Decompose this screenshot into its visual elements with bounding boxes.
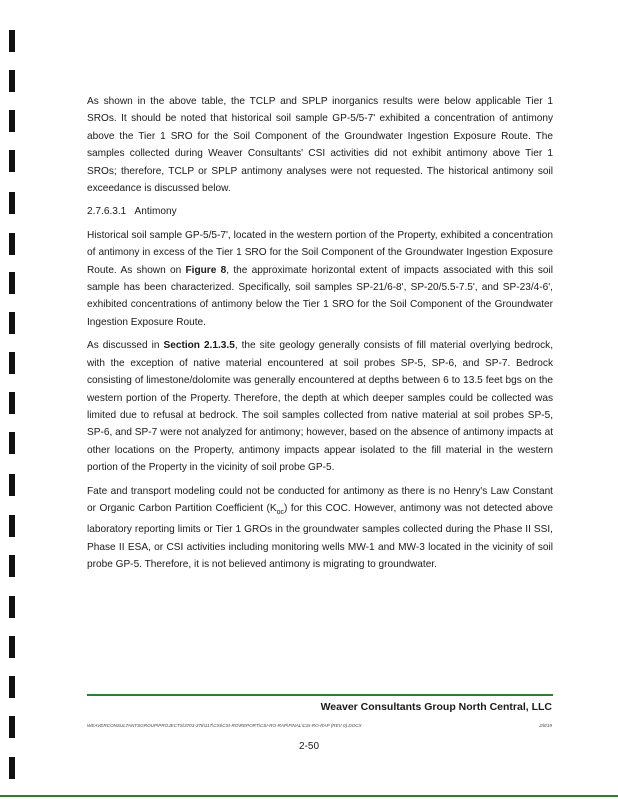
binder-mark xyxy=(9,352,15,374)
footer-rule xyxy=(87,694,553,696)
text-run: Fate and transport modeling could not be conducted for antimony as there is no Henry's Law Constant or Organic Carbon Partition Coefficient (K xyxy=(87,485,553,514)
section-reference: Section 2.1.3.5 xyxy=(163,340,235,352)
section-number: 2.7.6.3.1 xyxy=(87,206,127,218)
binder-mark xyxy=(9,192,15,214)
bottom-rule xyxy=(0,795,618,797)
binder-mark xyxy=(9,70,15,92)
text-run: ) for this COC. However, antimony was not detected above laboratory reporting limits or Tier 1 GROs in the groundwater samples collected during the Phase II SSI, Phase II ESA, or CSI activities including monitoring wells MW-1 and MW-3 located in the vicinity of soil probe GP-5. Therefore, it is not believed antimony is migrating to groundwater. xyxy=(87,502,554,571)
binder-mark xyxy=(9,474,15,496)
binder-mark xyxy=(9,233,15,255)
text-run: As discussed in xyxy=(87,340,164,352)
binder-mark xyxy=(9,312,15,334)
text-run: Historical soil sample GP-5/5-7', located in the western portion of the Property, exhibited a concentration of antimony in excess of the Tier 1 SRO for the Soil Component of the Groundwater Ingestion Exposure Route. As shown on xyxy=(87,229,553,276)
binder-mark xyxy=(9,30,15,52)
paragraph-fate-transport xyxy=(87,483,553,574)
binder-mark xyxy=(9,636,15,658)
binder-mark xyxy=(9,110,15,132)
company-name: Weaver Consultants Group North Central, LLC xyxy=(320,701,552,713)
binder-mark xyxy=(9,716,15,738)
page-number: 2-50 xyxy=(298,741,319,752)
binder-mark xyxy=(9,150,15,172)
binder-mark xyxy=(9,757,15,779)
subscript-oc: oc xyxy=(276,508,285,516)
binder-mark xyxy=(9,392,15,414)
paragraph-antimony-extent xyxy=(87,227,553,331)
binder-mark xyxy=(9,272,15,294)
paragraph-site-geology xyxy=(87,337,553,476)
binder-mark xyxy=(9,596,15,618)
binder-mark xyxy=(9,432,15,454)
body-text xyxy=(87,93,553,580)
binder-mark xyxy=(9,515,15,537)
figure-reference: Figure 8 xyxy=(185,264,227,276)
text-run: , the approximate horizontal extent of impacts associated with this soil sample has been characterized. Specifically, soil samples SP-21/6-8', SP-20/5.5-7.5', and SP-23/4-6', exhibited concentrations of antimony below the Tier 1 SRO for the Soil Component of the Groundwater Ingestion Exposure Route. xyxy=(87,264,553,328)
binder-mark xyxy=(9,555,15,577)
binder-mark xyxy=(9,676,15,698)
section-heading xyxy=(87,203,553,220)
paragraph-tclp-splp: As shown in the above table, the TCLP and SPLP inorganics results were below applicable Tier 1 SROs. It should be noted that historical soil sample GP-5/5-7' exhibited a concentration of antimony above the Tier 1 SRO for the Soil Component of the Groundwater Ingestion Exposure Route. The samples collected during Weaver Consultants' CSI activities did not exhibit antimony above Tier 1 SROs; therefore, TCLP or SPLP antimony analyses were not requested. The historical antimony soil exceedance is discussed below. xyxy=(87,96,553,195)
file-date: 2/8/19 xyxy=(539,723,552,728)
section-title: Antimony xyxy=(134,206,177,218)
text-run: , the site geology generally consists of fill material overlying bedrock, with the exception of native material encountered at soil probes SP-5, SP-6, and SP-7. Bedrock consisting of limestone/dolomite was generally encountered at depths between 6 to 13.5 feet bgs on the western portion of the Property. Therefore, the depth at which deeper samples could be collected was limited due to refusal at bedrock. The soil samples collected from native material at soil probes SP-5, SP-6, and SP-7 were not analyzed for antimony; however, based on the absence of antimony impacts at other locations on the Property, antimony impacts appear isolated to the fill material in the western portion of the Property in the vicinity of soil probe GP-5. xyxy=(87,340,554,474)
file-path: WEAVERCONSULTANTSGROUP\PROJECTS\3703-378\117\CSI\CSI-RO\REPORT\CSI-RO-RAP\FINAL\CSI-RO-RAP (REV 0).DOCX xyxy=(87,723,362,728)
